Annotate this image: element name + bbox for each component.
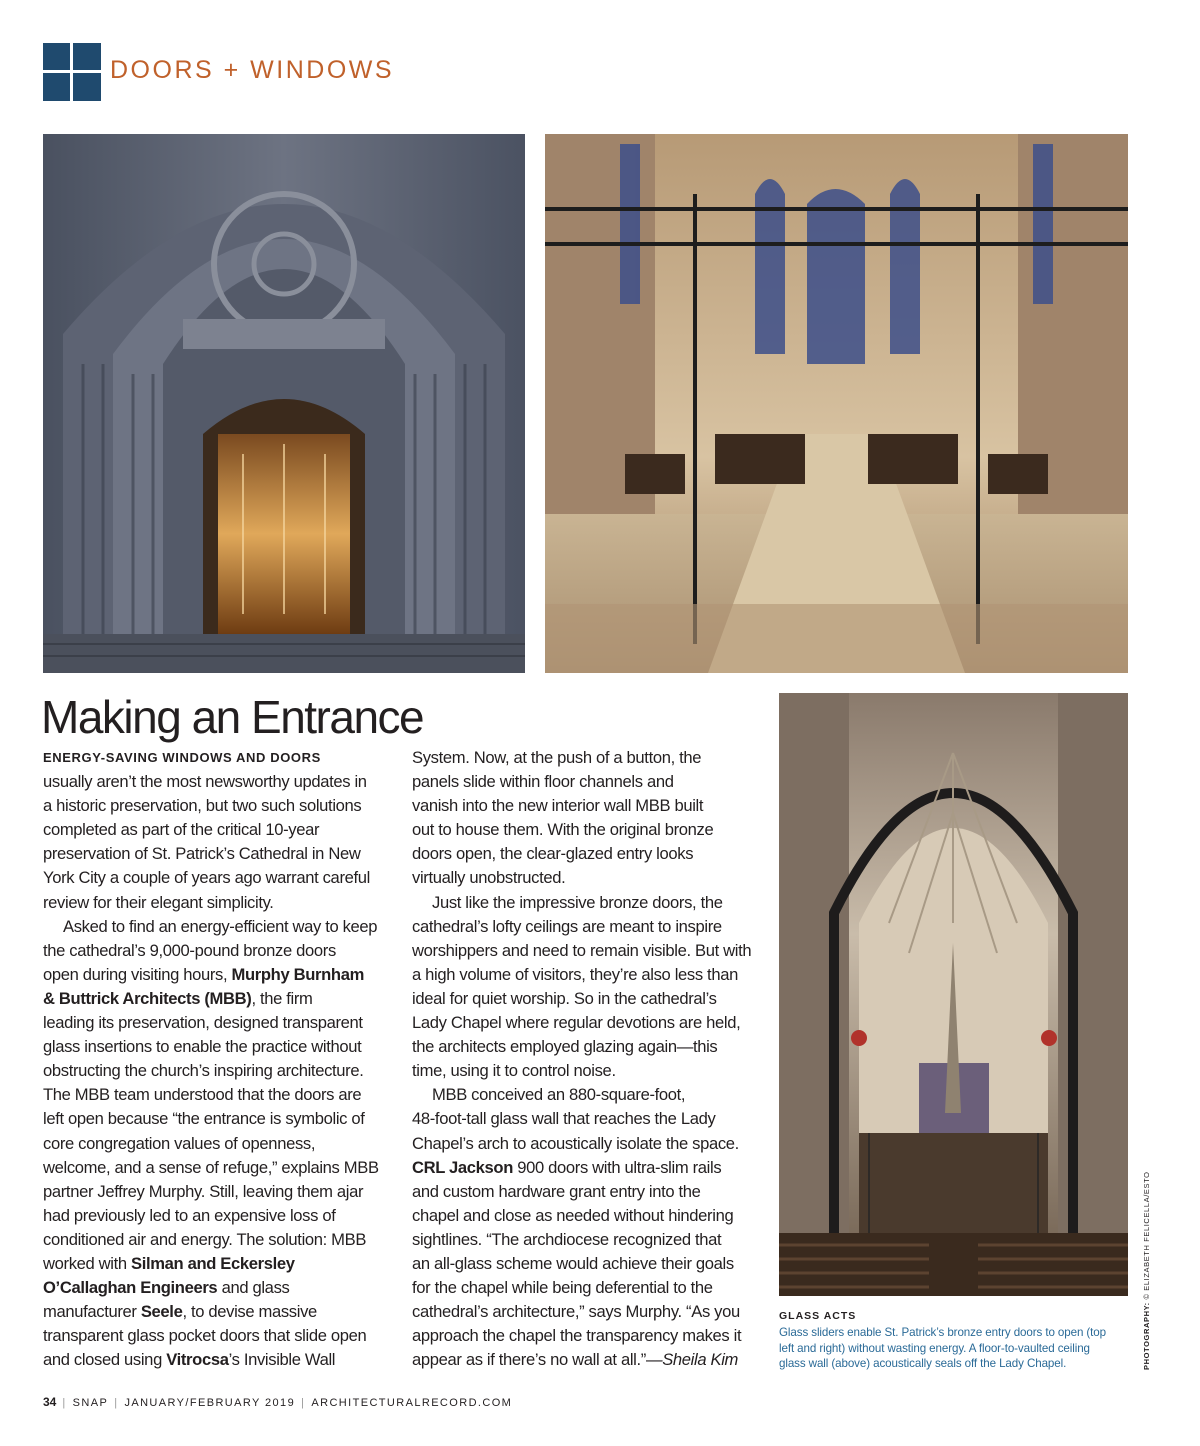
footer-issue: JANUARY/FEBRUARY 2019	[124, 1397, 296, 1409]
body-line: usually aren’t the most newsworthy updates in	[43, 772, 367, 792]
caption-line: left and right) without wasting energy. A floor-to-vaulted ceiling	[779, 1341, 1090, 1355]
body-line: approach the chapel the transparency makes it	[412, 1326, 742, 1346]
firm-name: Silman and Eckersley	[131, 1253, 295, 1273]
caption-line: glass wall (above) acoustically seals off the Lady Chapel.	[779, 1357, 1067, 1370]
photo-lady-chapel-glass-doors	[545, 134, 1128, 673]
body-line: a high volume of visitors, they’re also less than	[412, 964, 738, 984]
body-line: 48-foot-tall glass wall that reaches the Lady	[412, 1109, 716, 1129]
body-line: cathedral’s lofty ceilings are meant to inspire	[412, 916, 722, 936]
body-line: & Buttrick Architects (MBB), the firm	[43, 988, 313, 1008]
body-line: core congregation values of openness,	[43, 1133, 316, 1153]
body-line: worshippers and need to remain visible. But with	[412, 940, 752, 960]
page-number: 34	[43, 1395, 57, 1409]
body-column-1	[43, 746, 393, 1372]
body-line: worked with Silman and Eckersley	[43, 1253, 295, 1273]
body-line: and closed using Vitrocsa’s Invisible Wall	[43, 1350, 336, 1370]
author-byline: Sheila Kim	[662, 1350, 739, 1370]
caption-title: GLASS ACTS	[779, 1310, 857, 1322]
body-line: partner Jeffrey Murphy. Still, leaving them ajar	[43, 1181, 364, 1201]
footer-section: SNAP	[72, 1397, 109, 1409]
firm-name: O’Callaghan Engineers	[43, 1278, 218, 1298]
lead-in: ENERGY-SAVING WINDOWS AND DOORS	[43, 750, 321, 765]
body-line: transparent glass pocket doors that slide open	[43, 1326, 367, 1346]
body-line: had previously led to an expensive loss of	[43, 1205, 336, 1225]
headline: Making an Entrance	[41, 691, 424, 743]
body-line: completed as part of the critical 10-year	[43, 820, 320, 840]
section-title: DOORS + WINDOWS	[110, 56, 395, 84]
body-column-2	[412, 746, 762, 1372]
body-line: preservation of St. Patrick’s Cathedral in New	[43, 844, 361, 864]
caption-text	[779, 1325, 1129, 1372]
body-line: the architects employed glazing again—this	[412, 1037, 718, 1057]
body-line: CRL Jackson 900 doors with ultra-slim rails	[412, 1157, 722, 1177]
body-line: and custom hardware grant entry into the	[412, 1181, 701, 1201]
body-line: cathedral’s architecture,” says Murphy. “As you	[412, 1302, 740, 1322]
body-line: Just like the impressive bronze doors, the	[432, 892, 723, 912]
body-line: The MBB team understood that the doors are	[43, 1085, 362, 1105]
body-line: obstructing the church’s inspiring architecture.	[43, 1061, 364, 1081]
photo-credit: PHOTOGRAPHY: © ELIZABETH FELICELLA/ESTO	[1142, 1171, 1151, 1370]
body-line: left open because “the entrance is symbolic of	[43, 1109, 365, 1129]
body-line: manufacturer Seele, to devise massive	[43, 1302, 317, 1322]
body-line: open during visiting hours, Murphy Burnham	[43, 964, 364, 984]
body-line: System. Now, at the push of a button, the	[412, 748, 702, 767]
body-line: Asked to find an energy-efficient way to keep	[63, 916, 378, 936]
firm-name: Seele	[140, 1302, 183, 1322]
body-line: vanish into the new interior wall MBB built	[412, 796, 704, 816]
section-logo-icon	[43, 43, 101, 101]
body-line: an all-glass scheme would achieve their goals	[412, 1253, 734, 1273]
body-line: welcome, and a sense of refuge,” explains MBB	[43, 1157, 379, 1177]
body-line: glass insertions to enable the practice without	[43, 1037, 362, 1057]
body-line: sightlines. “The archdiocese recognized that	[412, 1229, 722, 1249]
body-line: for the chapel while being deferential to the	[412, 1278, 713, 1298]
body-line: Chapel’s arch to acoustically isolate the space.	[412, 1133, 739, 1153]
body-line: the cathedral’s 9,000-pound bronze doors	[43, 940, 336, 960]
body-line: MBB conceived an 880-square-foot,	[432, 1085, 686, 1105]
body-line: conditioned air and energy. The solution: MBB	[43, 1229, 367, 1249]
body-line: review for their elegant simplicity.	[43, 892, 274, 912]
body-line: panels slide within floor channels and	[412, 772, 674, 792]
firm-name: Murphy Burnham	[231, 964, 364, 984]
body-line: O’Callaghan Engineers and glass	[43, 1278, 290, 1298]
body-line: ideal for quiet worship. So in the cathedral’s	[412, 988, 717, 1008]
body-line: York City a couple of years ago warrant careful	[43, 868, 370, 888]
photo-cathedral-entrance	[43, 134, 525, 673]
body-line: chapel and close as needed without hindering	[412, 1205, 734, 1225]
footer-website: ARCHITECTURALRECORD.COM	[311, 1397, 513, 1409]
photo-glass-wall-nave	[779, 693, 1128, 1296]
body-line: time, using it to control noise.	[412, 1061, 616, 1081]
body-line: appear as if there’s no wall at all.”—Sheila Kim	[412, 1350, 739, 1370]
body-line: virtually unobstructed.	[412, 868, 566, 888]
body-line: leading its preservation, designed transparent	[43, 1013, 363, 1033]
body-line: doors open, the clear-glazed entry looks	[412, 844, 694, 864]
firm-name: CRL Jackson	[412, 1157, 513, 1177]
firm-name: Vitrocsa	[166, 1350, 229, 1370]
caption-line: Glass sliders enable St. Patrick’s bronze entry doors to open (top	[779, 1326, 1106, 1339]
page-footer: 34 | SNAP | JANUARY/FEBRUARY 2019 | ARCHITECTURALRECORD.COM	[43, 1395, 513, 1409]
firm-name: & Buttrick Architects (MBB)	[43, 988, 252, 1008]
body-line: out to house them. With the original bronze	[412, 820, 714, 840]
body-line: a historic preservation, but two such solutions	[43, 796, 362, 816]
body-line: Lady Chapel where regular devotions are held,	[412, 1013, 741, 1033]
